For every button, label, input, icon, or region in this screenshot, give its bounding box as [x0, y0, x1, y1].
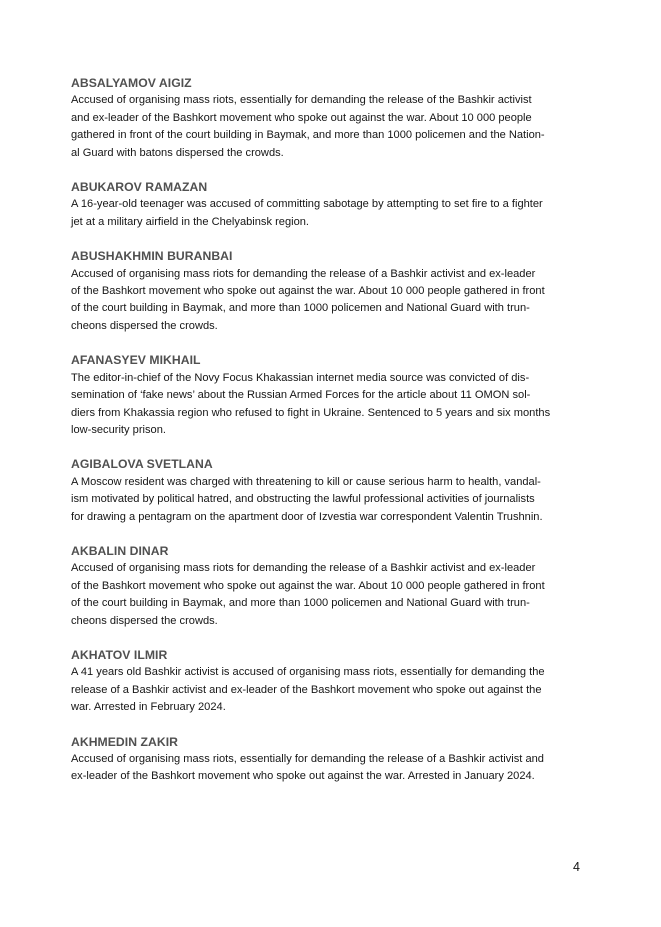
entry-description	[71, 664, 579, 716]
entry-abushakhmin	[71, 248, 579, 335]
text-line: Accused of organising mass riots, essentially for demanding the release of the Bashkir activist	[71, 94, 532, 107]
entry-name: ABSALYAMOV AIGIZ	[71, 76, 192, 90]
text-line: release of a Bashkir activist and ex-leader of the Bashkort movement who spoke out against the	[71, 683, 542, 696]
text-line: The editor-in-chief of the Novy Focus Khakassian internet media source was convicted of dis-	[71, 371, 530, 384]
text-line: Accused of organising mass riots for demanding the release of a Bashkir activist and ex-leader	[71, 267, 536, 280]
text-line: low-security prison.	[71, 423, 166, 436]
text-line: for drawing a pentagram on the apartment door of Izvestia war correspondent Valentin Trushnin.	[71, 510, 543, 523]
text-line: war. Arrested in February 2024.	[71, 701, 226, 714]
text-line: ex-leader of the Bashkort movement who spoke out against the war. Arrested in January 2024.	[71, 770, 535, 783]
text-line: and ex-leader of the Bashkort movement who spoke out against the war. About 10 000 people	[71, 111, 532, 124]
document-page	[71, 75, 579, 803]
entry-akbalin	[71, 543, 579, 630]
entry-akhmedin	[71, 734, 579, 786]
entry-name: AKHATOV ILMIR	[71, 647, 168, 662]
text-line: al Guard with batons dispersed the crowds.	[71, 146, 284, 159]
entry-akhatov	[71, 647, 579, 717]
text-line: cheons dispersed the crowds.	[71, 614, 218, 627]
entry-name: ABUSHAKHMIN BURANBAI	[71, 249, 233, 264]
text-line: jet at a military airfield in the Chelyabinsk region.	[71, 215, 310, 228]
entry-description	[71, 266, 579, 336]
text-line: A 41 years old Bashkir activist is accused of organising mass riots, essentially for demanding the	[71, 666, 545, 679]
text-line: ism motivated by political hatred, and obstructing the lawful professional activities of journalists	[71, 493, 535, 506]
text-line: A 16-year-old teenager was accused of committing sabotage by attempting to set fire to a fighter	[71, 198, 543, 211]
entry-name: AKBALIN DINAR	[71, 543, 169, 558]
entry-agibalova	[71, 456, 579, 526]
entry-description	[71, 92, 579, 162]
entry-description	[71, 560, 579, 630]
entry-name: ABUKAROV RAMAZAN	[71, 180, 208, 195]
entry-abukarov	[71, 179, 579, 231]
text-line: Accused of organising mass riots for demanding the release of a Bashkir activist and ex-leader	[71, 562, 536, 575]
text-line: of the Bashkort movement who spoke out against the war. About 10 000 people gathered in front	[71, 285, 545, 298]
text-line: of the court building in Baymak, and more than 1000 policemen and National Guard with trun-	[71, 302, 530, 315]
text-line: of the Bashkort movement who spoke out against the war. About 10 000 people gathered in front	[71, 579, 545, 592]
entry-description	[71, 370, 579, 440]
entry-name: AFANASYEV MIKHAIL	[71, 353, 201, 368]
entry-afanasyev	[71, 352, 579, 439]
text-line: cheons dispersed the crowds.	[71, 319, 218, 332]
text-line: Accused of organising mass riots, essentially for demanding the release of a Bashkir activist and	[71, 753, 544, 765]
entry-description	[71, 474, 579, 526]
entry-name: AGIBALOVA SVETLANA	[71, 457, 213, 472]
text-line: A Moscow resident was charged with threatening to kill or cause serious harm to health, vandal-	[71, 475, 541, 488]
text-line: semination of ‘fake news’ about the Russian Armed Forces for the article about 11 OMON sol-	[71, 389, 531, 402]
text-line: of the court building in Baymak, and more than 1000 policemen and National Guard with trun-	[71, 597, 530, 610]
entry-description	[71, 196, 579, 231]
text-line: gathered in front of the court building in Baymak, and more than 1000 policemen and the Nation-	[71, 129, 545, 142]
text-line: diers from Khakassia region who refused to fight in Ukraine. Sentenced to 5 years and six months	[71, 406, 551, 419]
entry-absalyamov	[71, 75, 579, 162]
entry-description	[71, 751, 579, 786]
page-number: 4	[573, 860, 580, 874]
entry-name: AKHMEDIN ZAKIR	[71, 734, 178, 749]
